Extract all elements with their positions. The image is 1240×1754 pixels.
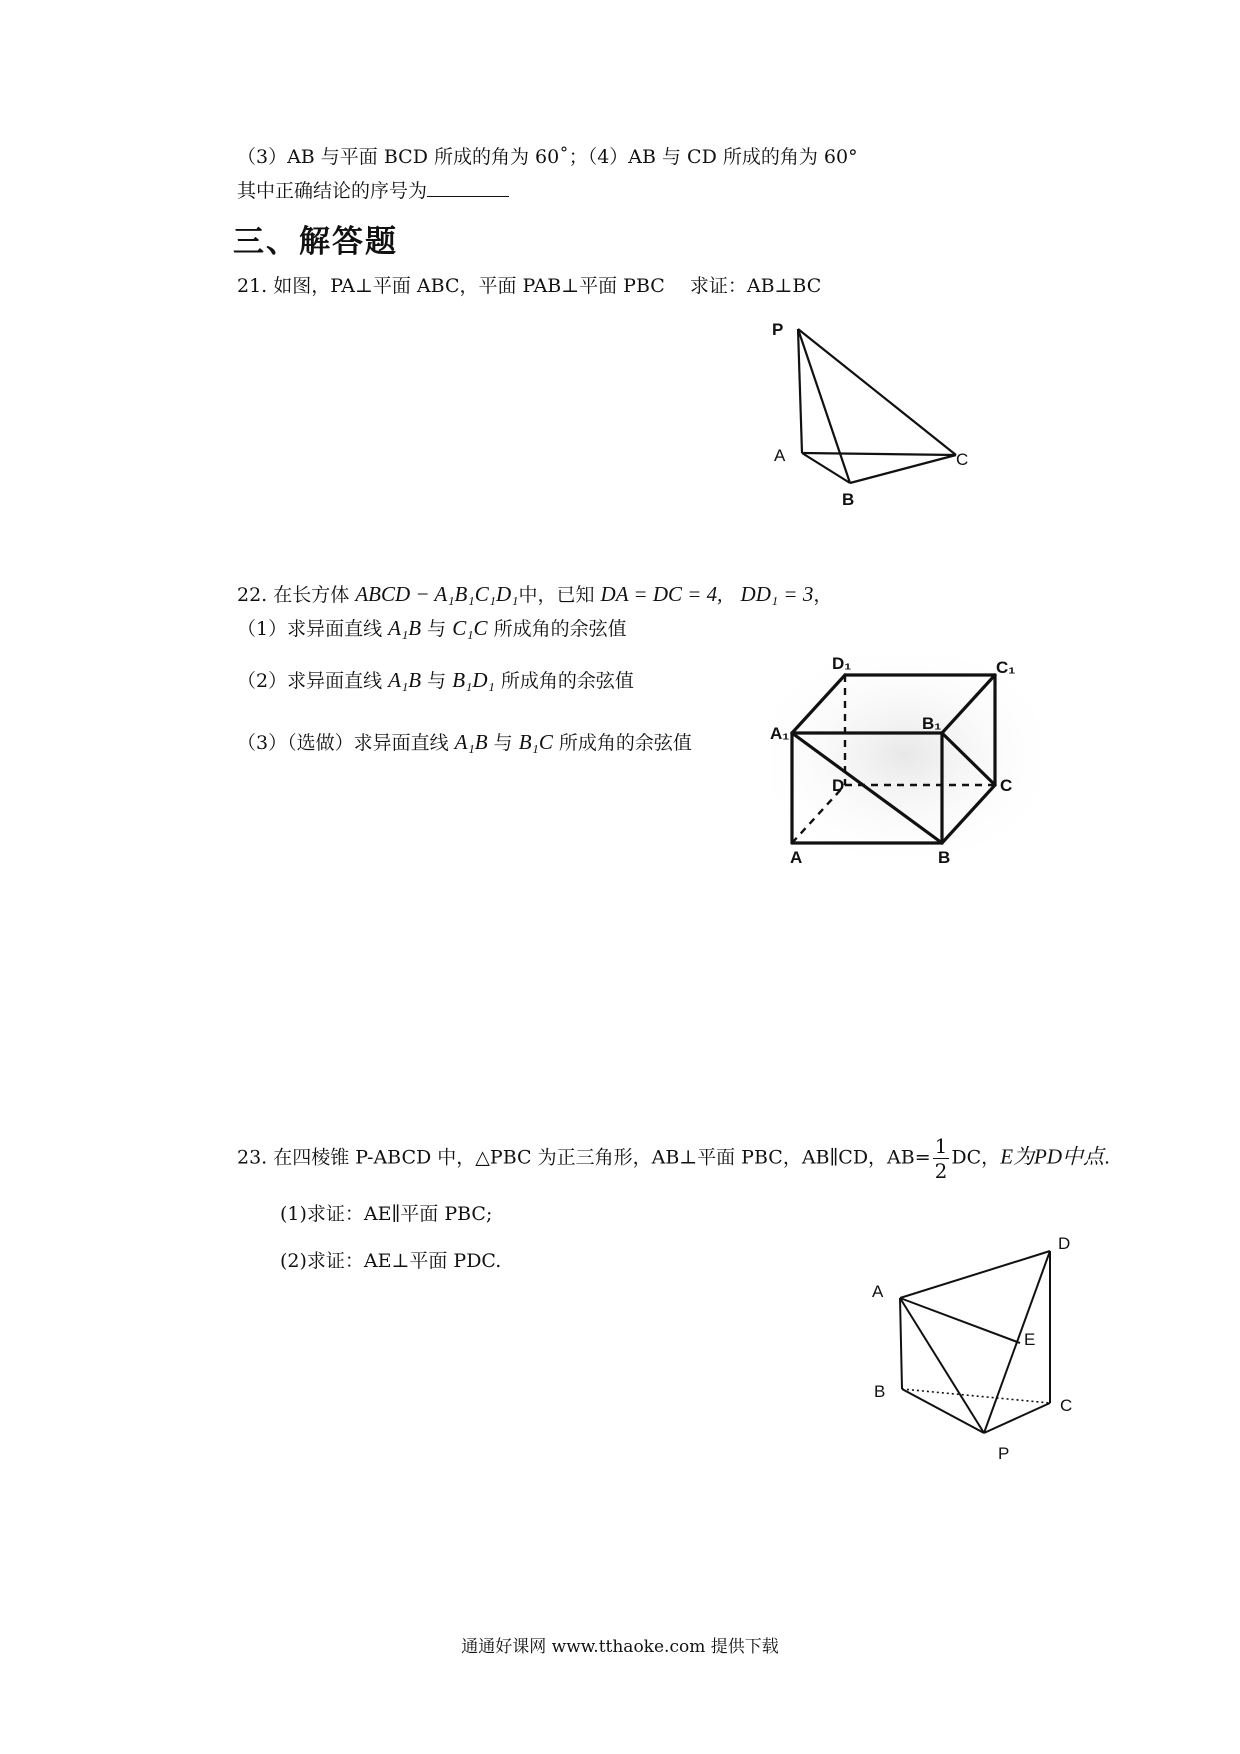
label-b: B <box>938 848 951 867</box>
q22-sub1 <box>237 616 627 641</box>
edge-dp <box>984 1251 1050 1433</box>
label-b: B <box>874 1382 886 1401</box>
q23-sub1: (1)求证：AE∥平面 PBC; <box>280 1203 493 1225</box>
q22-condition-2: DD₁ = 3 <box>740 582 814 606</box>
fraction-one-half <box>933 1136 950 1181</box>
q23-text-a: 23. 在四棱锥 P-ABCD 中，△PBC 为正三角形，AB⊥平面 PBC，AB∥CD，AB= <box>237 1146 931 1169</box>
q20-line-1 <box>237 146 858 169</box>
q22-sub1-line1: A₁B <box>388 616 422 640</box>
q22-sub2-c: 所成角的余弦值 <box>500 670 634 692</box>
edge-ap <box>900 1298 984 1433</box>
label-e: E <box>1024 1330 1036 1349</box>
footer-credit: 通通好课网 www.tthaoke.com 提供下载 <box>461 1637 779 1657</box>
label-c1: C₁ <box>996 658 1016 677</box>
q20-line-2 <box>237 178 509 203</box>
label-c: C <box>956 450 969 469</box>
q22-sub1-a: （1）求异面直线 <box>237 618 383 640</box>
frac-numerator: 1 <box>934 1134 948 1158</box>
q20-answer-prompt: 其中正确结论的序号为 <box>237 180 428 202</box>
q23-midpoint-e: E为PD中点 <box>1000 1144 1105 1169</box>
q22-cuboid-figure <box>770 645 1040 870</box>
q22-sub3-b: 与 <box>493 732 513 754</box>
label-p: P <box>998 1444 1010 1463</box>
q22-sub2-line1: A₁B <box>388 668 422 692</box>
label-d: D <box>832 776 845 795</box>
q22-sub3-c: 所成角的余弦值 <box>558 732 692 754</box>
label-a: A <box>790 848 803 867</box>
edge-pc <box>798 329 956 455</box>
edge-bc <box>850 455 956 483</box>
q21-figure <box>760 315 1000 515</box>
edge-ae <box>900 1298 1020 1343</box>
q22-condition-1: DA = DC = 4, <box>600 582 723 606</box>
section-heading: 三、解答题 <box>233 224 398 260</box>
q22-solid: ABCD − A₁B₁C₁D₁ <box>355 582 519 606</box>
edge-ad <box>900 1251 1050 1298</box>
edge-ab <box>900 1298 902 1389</box>
frac-denominator: 2 <box>934 1159 948 1183</box>
q22-sub3-line1: A₁B <box>454 730 488 754</box>
edge-ab <box>802 453 850 483</box>
label-a1: A₁ <box>770 724 790 743</box>
answer-blank[interactable] <box>427 178 509 197</box>
q22-text: 22. 在长方体 ABCD − A₁B₁C₁D₁中，已知 DA = DC = 4, DD₁ = 3， <box>237 582 833 606</box>
q23-text: 23. 在四棱锥 P-ABCD 中，△PBC 为正三角形，AB⊥平面 PBC，AB∥CD，AB= $\frac{1}{2}$ DC，E为PD中点. <box>237 1134 1111 1183</box>
q23-text-b: DC， <box>951 1146 1001 1169</box>
q22-sub1-line2: C₁C <box>452 616 488 640</box>
q22-sub3-a: （3）（选做）求异面直线 <box>237 732 449 754</box>
q23-sub2: (2)求证：AE⊥平面 PDC. <box>280 1250 502 1272</box>
q22-sub1-c: 所成角的余弦值 <box>493 618 627 640</box>
q23-pyramid-figure <box>870 1235 1100 1465</box>
label-a: A <box>774 446 786 465</box>
edge-pb <box>798 329 850 483</box>
q22-sub2-b: 与 <box>427 670 447 692</box>
label-a: A <box>872 1282 884 1301</box>
q22-sub3-line2: B₁C <box>518 730 553 754</box>
q22-sub3 <box>237 730 692 755</box>
label-b: B <box>842 490 855 509</box>
label-p: P <box>772 320 784 339</box>
label-c: C <box>1000 776 1013 795</box>
label-d1: D₁ <box>832 654 852 673</box>
label-c: C <box>1060 1396 1073 1415</box>
q22-sub2-a: （2）求异面直线 <box>237 670 383 692</box>
q22-sub2-line2: B₁D₁ <box>452 668 495 692</box>
q20-statement-3-4: （3）AB 与平面 BCD 所成的角为 60˚；（4）AB 与 CD 所成的角为 60° <box>237 146 858 168</box>
q21-text: 21. 如图，PA⊥平面 ABC，平面 PAB⊥平面 PBC 求证：AB⊥BC <box>237 275 822 297</box>
edge-pa <box>798 329 802 453</box>
label-b1: B₁ <box>922 714 942 733</box>
q22-sub2 <box>237 668 634 693</box>
q22-mid: 中，已知 <box>518 584 595 606</box>
label-d: D <box>1058 1234 1071 1253</box>
q22-sub1-b: 与 <box>427 618 447 640</box>
q22-prefix: 22. 在长方体 <box>237 584 350 606</box>
edge-ac <box>802 453 956 455</box>
